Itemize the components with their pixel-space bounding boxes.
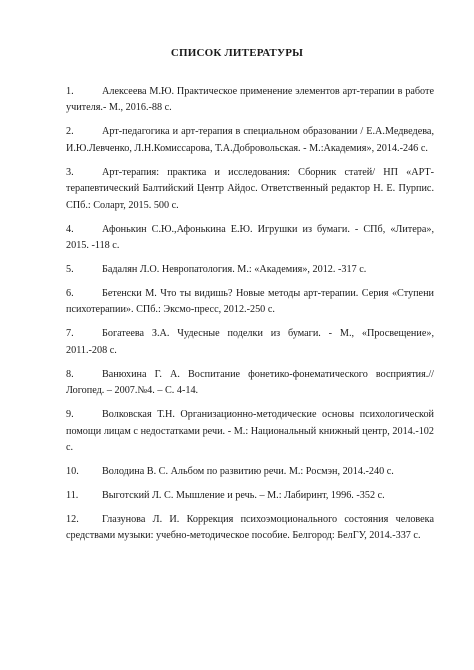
reference-text: Арт-педагогика и арт-терапия в специальном образовании / Е.А.Медведева, И.Ю.Левченко, Л.Н.Комиссарова, Т.А.Добровольская. - М.:Академия», 2014.-246 с. (66, 126, 434, 154)
reference-text: Арт-терапия: практика и исследования: Сборник статей/ НП «АРТ-терапевтический Балтийский Центр Айдос. Ответственный редактор Н. Е. Пурпис. СПб.: Соларт, 2015. 500 с. (66, 166, 434, 211)
reference-item (66, 407, 434, 456)
reference-number: 9. (66, 409, 74, 421)
reference-item (66, 124, 434, 157)
reference-number: 7. (66, 328, 74, 340)
reference-number: 6. (66, 288, 74, 300)
reference-number: 3. (66, 166, 74, 178)
reference-text: Бетенски М. Что ты видишь? Новые методы арт-терапии. Серия «Ступени психотерапии». СПб.: Эксмо-пресс, 2012.-250 с. (66, 288, 434, 316)
reference-item (66, 326, 434, 359)
reference-item (66, 84, 434, 117)
reference-text: Волковская Т.Н. Организационно-методические основы психологической помощи лицам с недостатками речи. - М.: Национальный книжный центр, 2014.-102 с. (66, 409, 434, 454)
reference-item (66, 488, 434, 504)
page-title: СПИСОК ЛИТЕРАТУРЫ (170, 47, 304, 59)
reference-list (66, 84, 434, 552)
reference-number: 10. (66, 466, 79, 478)
reference-number: 8. (66, 368, 74, 380)
reference-item (66, 262, 434, 278)
reference-item (66, 464, 434, 480)
reference-text: Выготский Л. С. Мышление и речь. – М.: Лабиринт, 1996. -352 с. (102, 490, 385, 502)
reference-item (66, 165, 434, 214)
reference-text: Ванюхина Г. А. Воспитание фонетико-фонематического восприятия.// Логопед. – 2007.№4. – С. 4-14. (66, 368, 434, 397)
reference-number: 1. (66, 86, 74, 97)
reference-text: Богатеева З.А. Чудесные поделки из бумаги. - М., «Просвещение», 2011.-208 с. (66, 328, 434, 356)
reference-item (66, 367, 434, 400)
reference-text: Глазунова Л. И. Коррекция психоэмоционального состояния человека средствами музыки: учебно-методическое пособие. Белгород: БелГУ, 2014.-337 с. (66, 514, 434, 542)
reference-number: 12. (66, 514, 79, 526)
reference-item (66, 222, 434, 255)
reference-number: 11. (66, 490, 79, 502)
reference-text: Володина В. С. Альбом по развитию речи. М.: Росмэн, 2014.-240 с. (102, 466, 394, 478)
reference-item (66, 512, 434, 545)
reference-text: Бадалян Л.О. Невропатология. М.: «Академия», 2012. -317 с. (102, 264, 367, 276)
reference-item (66, 286, 434, 319)
reference-number: 2. (66, 126, 74, 138)
reference-number: 5. (66, 264, 74, 276)
reference-text: Алексеева М.Ю. Практическое применение элементов арт-терапии в работе учителя.- М., 2016.-88 с. (66, 86, 434, 114)
reference-text: Афонькин С.Ю.,Афонькина Е.Ю. Игрушки из бумаги. - СПб, «Литера», 2015. -118 с. (66, 223, 434, 252)
reference-number: 4. (66, 223, 74, 235)
